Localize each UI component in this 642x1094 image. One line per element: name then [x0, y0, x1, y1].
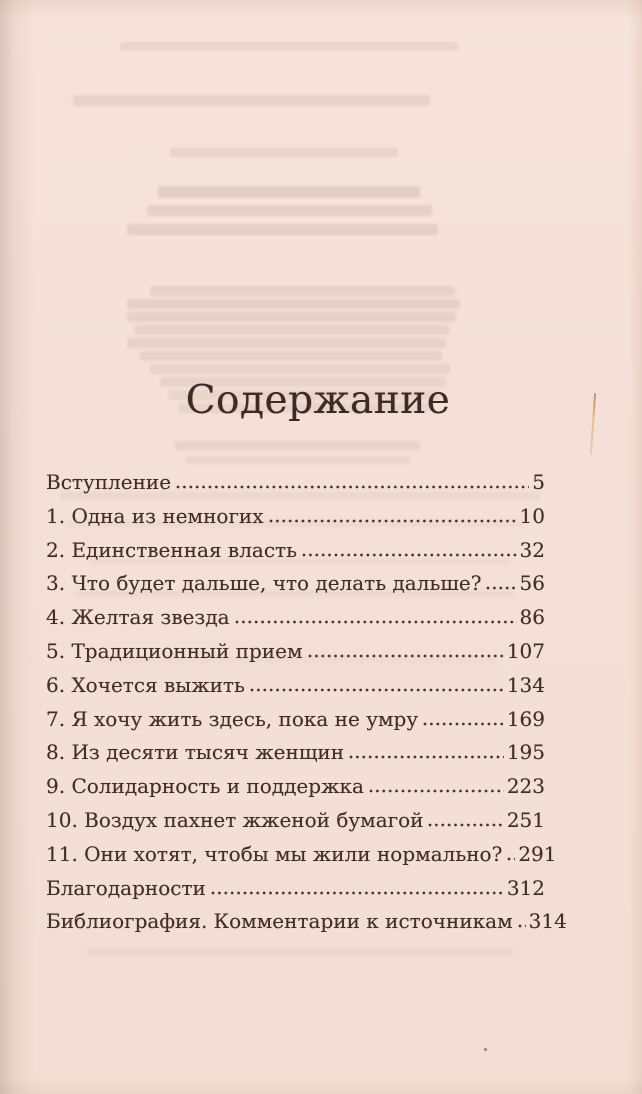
toc-entry-page: 56	[519, 571, 545, 596]
toc-entry	[46, 601, 545, 635]
toc-entry-label: 6. Хочется выжить	[46, 672, 245, 697]
showthrough-line	[147, 205, 432, 216]
toc-entry-page: 86	[519, 605, 545, 630]
showthrough-line	[170, 148, 398, 157]
paper-speck	[484, 1048, 487, 1051]
dot-leader	[518, 924, 526, 928]
toc-entry-label: 3. Что будет дальше, что делать дальше?	[46, 571, 482, 596]
toc-entry	[46, 567, 545, 601]
toc-entry-label: 8. Из десяти тысяч женщин	[46, 740, 345, 765]
dot-leader	[269, 519, 517, 523]
showthrough-line	[127, 312, 456, 322]
toc-entry-label: 5. Традиционный прием	[46, 638, 303, 663]
toc-entry-label: 1. Одна из немногих	[46, 503, 264, 528]
toc-entry-page: 314	[528, 909, 567, 934]
toc-entry	[46, 669, 545, 703]
toc-entry-label: 2. Единственная власть	[46, 537, 297, 562]
toc-entry-label: 11. Они хотят, чтобы мы жили нормально?	[46, 841, 503, 866]
toc-entry-page: 312	[506, 875, 545, 900]
dot-leader	[302, 553, 517, 557]
dot-leader	[507, 857, 515, 861]
toc-entry	[46, 872, 545, 906]
showthrough-line	[127, 224, 438, 235]
toc-entry	[46, 770, 545, 804]
toc-entry-page: 134	[506, 672, 545, 697]
toc-entry-label: 9. Солидарность и поддержка	[46, 774, 364, 799]
page-title: Содержание	[185, 378, 451, 424]
showthrough-line	[134, 325, 450, 335]
toc-entry	[46, 905, 567, 939]
toc-entry-page: 10	[519, 503, 545, 528]
showthrough-line	[150, 286, 455, 296]
toc-entry-label: 4. Желтая звезда	[46, 605, 230, 630]
toc-entry-label: 7. Я хочу жить здесь, пока не умру	[46, 706, 419, 731]
toc-entry-label: Вступление	[46, 470, 172, 494]
toc-entry-label: Благодарности	[46, 875, 206, 900]
toc-list	[46, 466, 567, 939]
dot-leader	[486, 586, 516, 590]
toc-entry	[46, 500, 545, 534]
toc-entry	[46, 804, 545, 838]
toc-entry-page: 107	[506, 638, 545, 663]
showthrough-line	[127, 299, 460, 309]
toc-entry	[46, 703, 545, 737]
showthrough-line	[127, 338, 446, 348]
showthrough-line	[186, 456, 410, 464]
toc-entry-page: 251	[506, 807, 545, 832]
dot-leader	[308, 654, 504, 658]
dot-leader	[211, 891, 504, 895]
toc-entry-label: 10. Воздух пахнет жженой бумагой	[46, 807, 424, 832]
dot-leader	[176, 485, 529, 489]
showthrough-line	[73, 95, 430, 106]
dot-leader	[428, 823, 503, 827]
toc-entry	[46, 838, 557, 872]
toc-entry	[46, 635, 545, 669]
dot-leader	[250, 688, 504, 692]
toc-entry-page: 32	[519, 537, 545, 562]
showthrough-line	[85, 948, 515, 956]
toc-entry	[46, 466, 545, 500]
toc-entry-page: 169	[506, 706, 545, 731]
dot-leader	[235, 620, 517, 624]
showthrough-line	[158, 186, 420, 198]
toc-entry-label: Библиография. Комментарии к источникам	[46, 909, 513, 934]
showthrough-line	[174, 441, 420, 450]
toc-entry	[46, 534, 545, 568]
toc-entry-page: 5	[532, 470, 545, 494]
showthrough-line	[120, 42, 458, 51]
showthrough-line	[140, 351, 442, 361]
dot-leader	[423, 722, 504, 726]
toc-entry	[46, 736, 545, 770]
toc-entry-page: 291	[518, 841, 557, 866]
toc-entry-page: 195	[506, 740, 545, 765]
toc-entry-page: 223	[506, 774, 545, 799]
dot-leader	[349, 755, 504, 759]
showthrough-line	[150, 364, 450, 374]
dot-leader	[369, 789, 504, 793]
